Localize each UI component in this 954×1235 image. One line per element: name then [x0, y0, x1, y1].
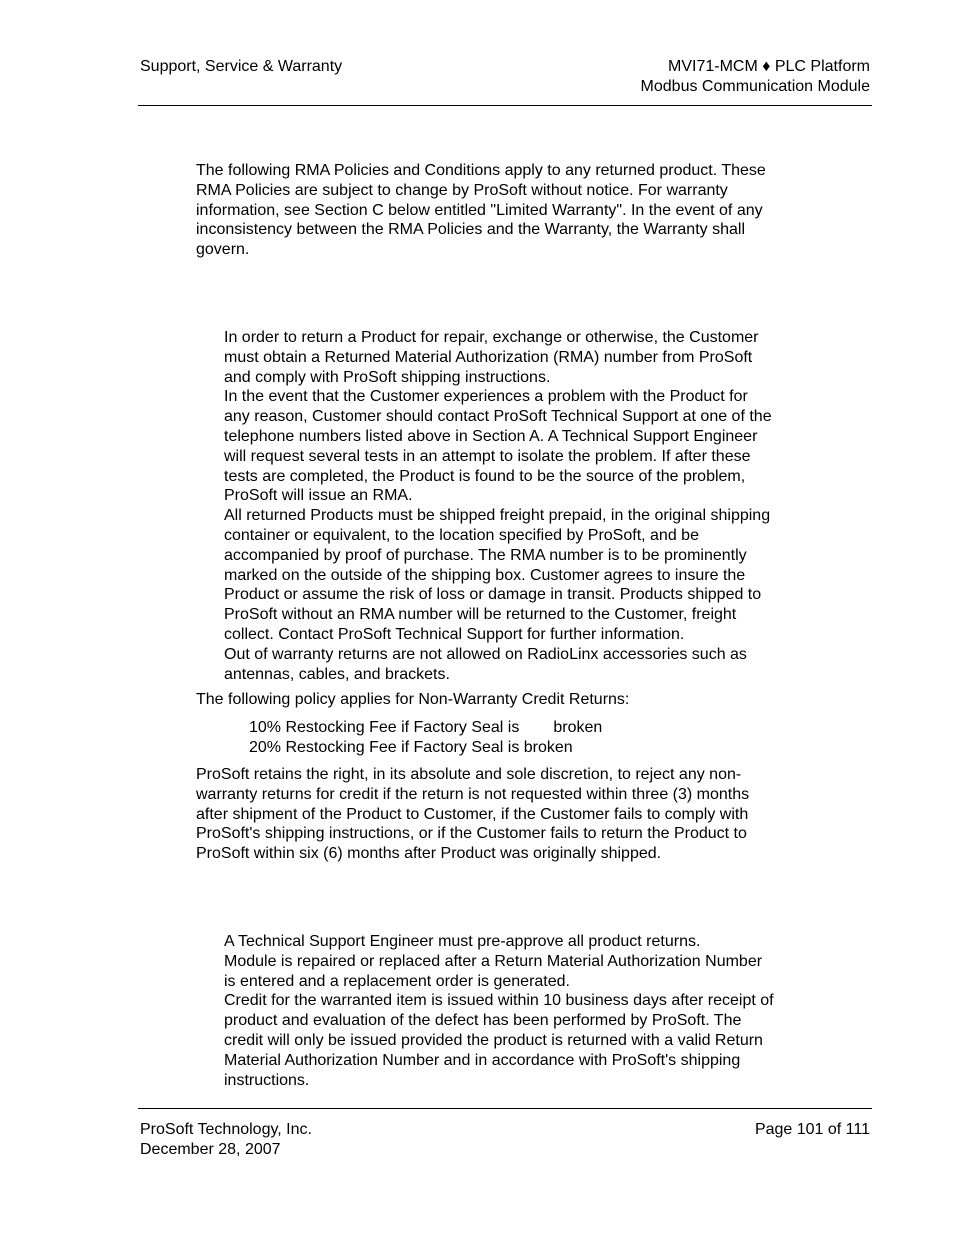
list-item-line: ProSoft will issue an RMA.	[224, 487, 413, 505]
list-item-line: must obtain a Returned Material Authorization (RMA) number from ProSoft	[224, 348, 753, 366]
footer-company-block	[140, 1120, 312, 1160]
running-header-product	[641, 57, 870, 97]
text-line: The following RMA Policies and Conditions apply to any returned product. These	[196, 162, 766, 179]
text-line: govern.	[196, 241, 250, 259]
text-line: warranty returns for credit if the return is not requested within three (3) months	[196, 785, 750, 803]
list-item-line: In order to return a Product for repair, exchange or otherwise, the Customer	[224, 329, 759, 346]
rma-conditions-list	[224, 328, 844, 684]
list-item-line: A Technical Support Engineer must pre-approve all product returns.	[224, 933, 701, 950]
text-line: ProSoft retains the right, in its absolute and sole discretion, to reject any non-	[196, 766, 742, 783]
footer-page-block	[755, 1120, 870, 1140]
list-item-line: Product or assume the risk of loss or damage in transit. Products shipped to	[224, 586, 762, 604]
text-line: ProSoft within six (6) months after Product was originally shipped.	[196, 845, 662, 863]
restocking-fee-list	[249, 718, 809, 758]
restocking-fee-text: broken	[553, 719, 603, 736]
footer-company: ProSoft Technology, Inc.	[140, 1121, 312, 1138]
list-item-line: antennas, cables, and brackets.	[224, 665, 450, 683]
page-number: Page 101 of 111	[754, 1121, 870, 1138]
list-item-line: telephone numbers listed above in Section A. A Technical Support Engineer	[224, 427, 758, 445]
list-item-line: Credit for the warranted item is issued within 10 business days after receipt of	[224, 992, 774, 1010]
return-procedure-list	[224, 932, 844, 1090]
restocking-fee-item	[249, 718, 809, 738]
list-item-line: will request several tests in an attempt to isolate the problem. If after these	[224, 447, 751, 465]
list-item-line: marked on the outside of the shipping box. Customer agrees to insure the	[224, 566, 746, 584]
list-item-line: ProSoft without an RMA number will be returned to the Customer, freight	[224, 606, 737, 624]
text-line: ProSoft's shipping instructions, or if the Customer fails to return the Product to	[196, 825, 747, 843]
text-line: information, see Section C below entitled "Limited Warranty". In the event of any	[196, 201, 763, 219]
list-item-line: tests are completed, the Product is found to be the source of the problem,	[224, 467, 746, 485]
text-line: RMA Policies are subject to change by ProSoft without notice. For warranty	[196, 181, 728, 199]
text-line: The following policy applies for Non-Warranty Credit Returns:	[196, 691, 630, 708]
footer-date: December 28, 2007	[140, 1140, 281, 1158]
text-line: inconsistency between the RMA Policies and the Warranty, the Warranty shall	[196, 221, 745, 239]
text-line: after shipment of the Product to Customer, if the Customer fails to comply with	[196, 805, 749, 823]
list-item-line: instructions.	[224, 1071, 310, 1089]
list-item-line: Material Authorization Number and in accordance with ProSoft's shipping	[224, 1051, 741, 1069]
list-item-line: In the event that the Customer experiences a problem with the Product for	[224, 388, 748, 406]
list-item-line: All returned Products must be shipped freight prepaid, in the original shipping	[224, 507, 771, 525]
header-rule	[138, 105, 872, 106]
footer-rule	[138, 1108, 872, 1109]
non-warranty-intro	[196, 690, 836, 710]
list-item-line: Module is repaired or replaced after a Return Material Authorization Number	[224, 952, 763, 970]
list-item-line: container or equivalent, to the location specified by ProSoft, and be	[224, 526, 699, 544]
list-item-line: accompanied by proof of purchase. The RMA number is to be prominently	[224, 546, 747, 564]
running-header-section	[140, 57, 342, 77]
restocking-fee-text: 10% Restocking Fee if Factory Seal is	[249, 719, 520, 736]
rma-intro-paragraph	[196, 161, 836, 260]
list-item-line: any reason, Customer should contact ProSoft Technical Support at one of the	[224, 408, 772, 426]
restocking-fee-item: 20% Restocking Fee if Factory Seal is broken	[249, 738, 573, 756]
list-item-line: product and evaluation of the defect has been performed by ProSoft. The	[224, 1012, 742, 1030]
header-section-title: Support, Service & Warranty	[140, 58, 343, 75]
header-product-line-1: MVI71-MCM ♦ PLC Platform	[668, 58, 870, 75]
list-item-line: and comply with ProSoft shipping instructions.	[224, 368, 551, 386]
prosoft-retains-paragraph	[196, 765, 836, 864]
list-item-line: is entered and a replacement order is generated.	[224, 972, 570, 990]
list-item-line: collect. Contact ProSoft Technical Support for further information.	[224, 625, 685, 643]
list-item-line: credit will only be issued provided the product is returned with a valid Return	[224, 1031, 763, 1049]
list-item-line: Out of warranty returns are not allowed on RadioLinx accessories such as	[224, 645, 747, 663]
header-product-line-2: Modbus Communication Module	[640, 77, 870, 95]
